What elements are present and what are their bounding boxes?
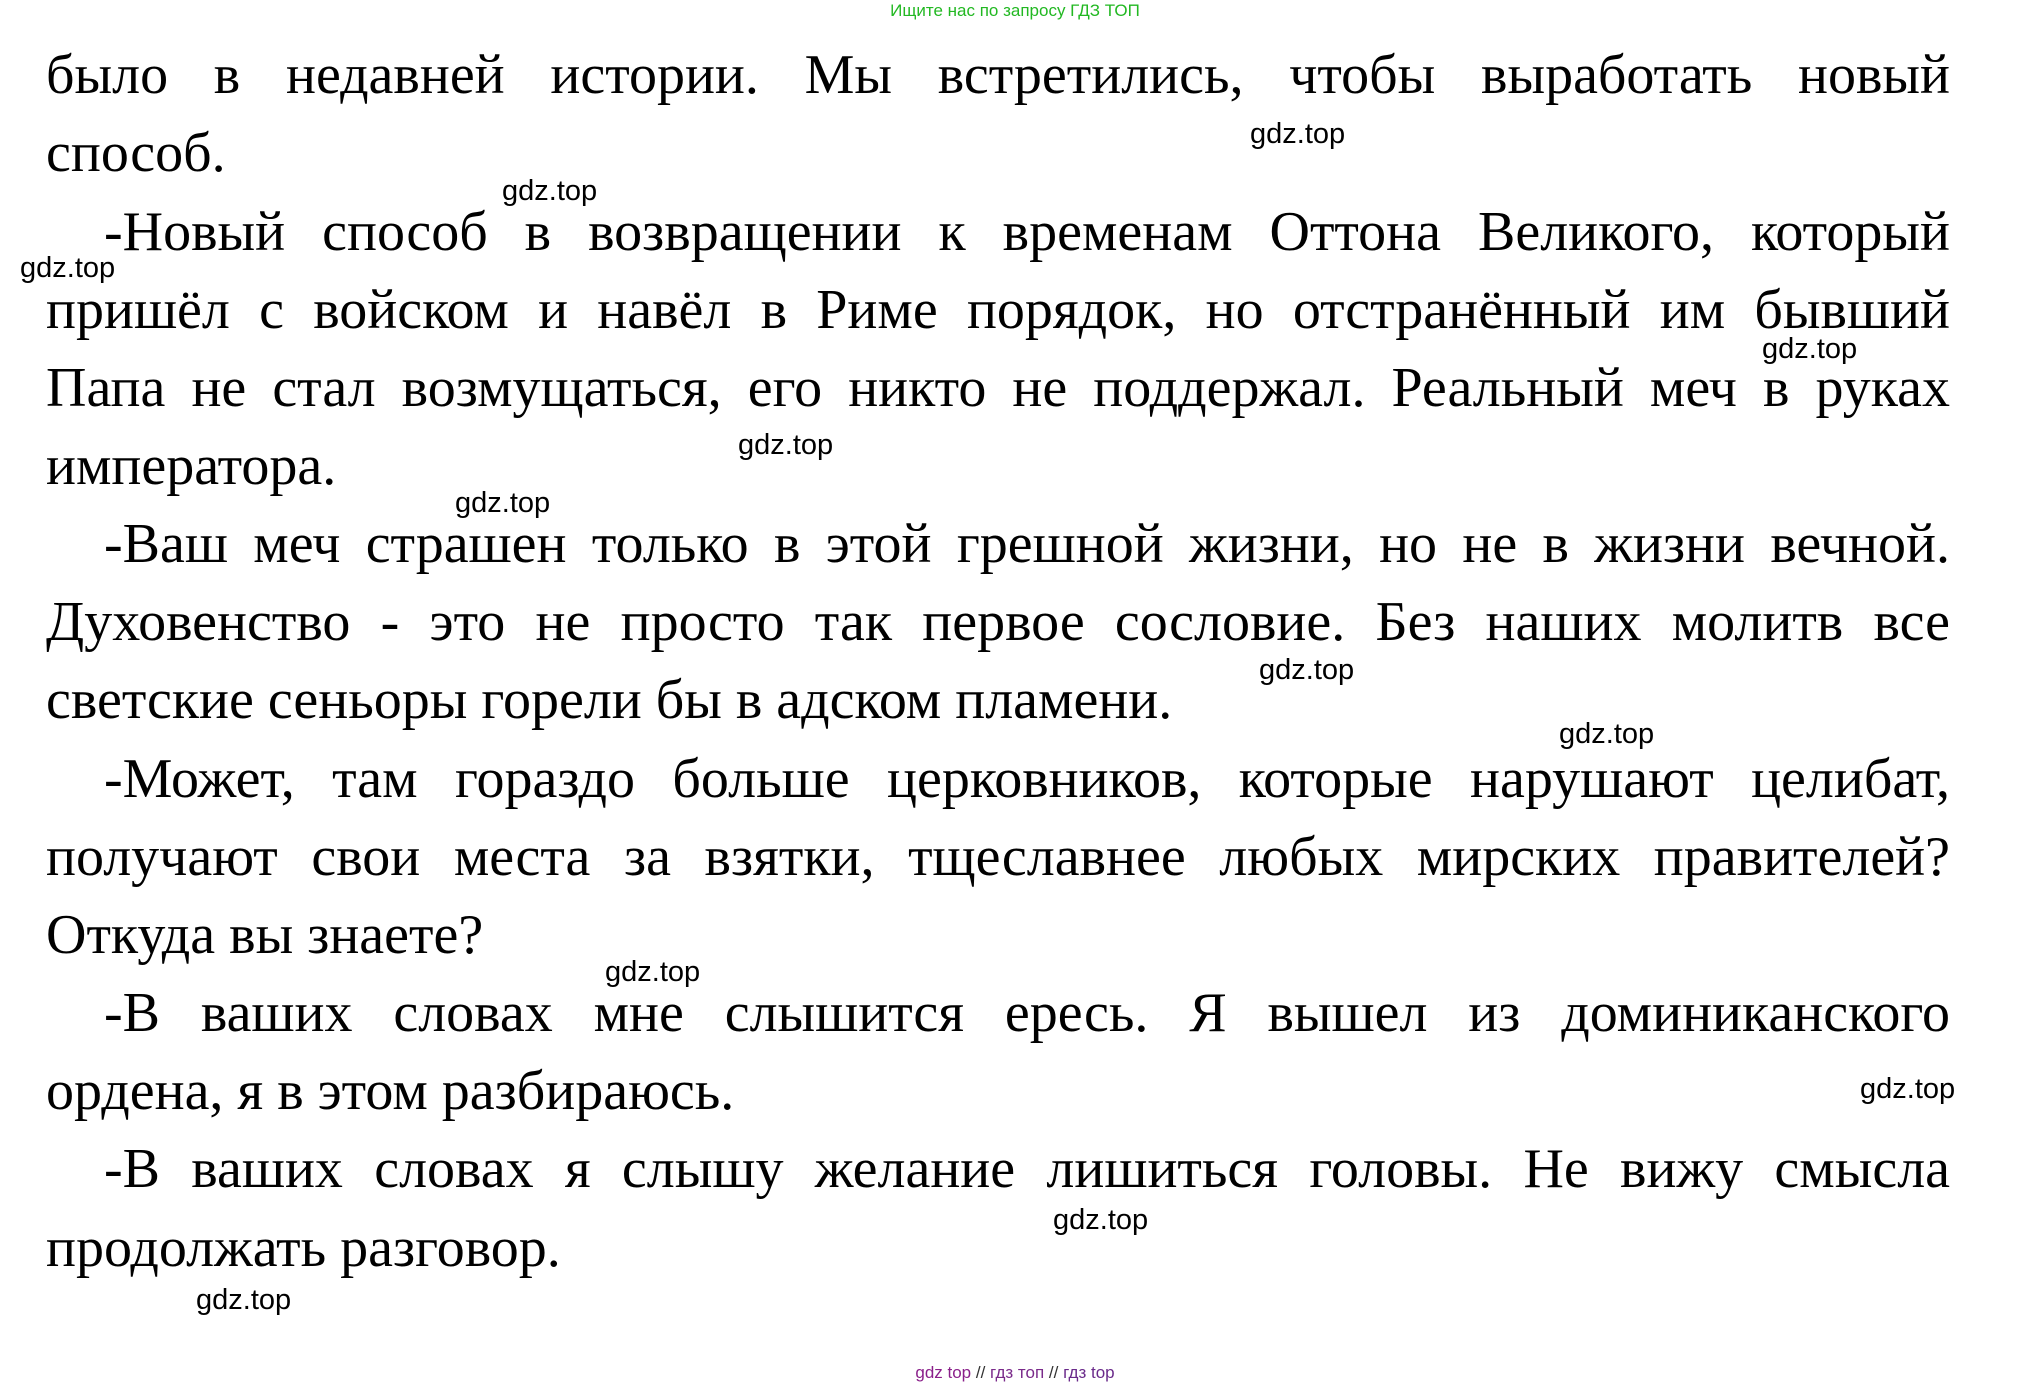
- watermark: gdz.top: [1860, 1073, 1956, 1105]
- text-line: -В ваших словах я слышу желание лишиться головы. Не вижу смысла: [104, 1138, 1950, 1200]
- text-line: способ.: [46, 122, 226, 184]
- text-line: продолжать разговор.: [46, 1217, 561, 1279]
- footer-links: [0, 1363, 2030, 1383]
- text-line: -В ваших словах мне слышится ересь. Я вышел из доминиканского: [104, 982, 1950, 1044]
- watermark: gdz.top: [455, 487, 551, 519]
- text-line: -Может, там гораздо больше церковников, которые нарушают целибат,: [104, 748, 1950, 810]
- text-line: -Новый способ в возвращении к временам Оттона Великого, который: [104, 201, 1950, 263]
- watermark: gdz.top: [1053, 1204, 1149, 1236]
- watermark: gdz.top: [20, 252, 116, 284]
- footer-link[interactable]: гдз топ: [990, 1363, 1045, 1382]
- watermark: gdz.top: [605, 956, 701, 988]
- text-line: пришёл с войском и навёл в Риме порядок, но отстранённый им бывший: [46, 279, 1950, 341]
- watermark: gdz.top: [1762, 333, 1858, 365]
- text-line: было в недавней истории. Мы встретились, чтобы выработать новый: [46, 44, 1950, 106]
- watermark: gdz.top: [196, 1284, 292, 1316]
- text-line: -Ваш меч страшен только в этой грешной жизни, но не в жизни вечной.: [104, 513, 1950, 575]
- text-line: Папа не стал возмущаться, его никто не поддержал. Реальный меч в руках: [46, 357, 1950, 419]
- watermark: gdz.top: [1259, 654, 1355, 686]
- footer-separator: //: [1048, 1363, 1059, 1382]
- top-banner: Ищите нас по запросу ГДЗ ТОП: [890, 1, 1140, 20]
- text-line: Откуда вы знаете?: [46, 904, 484, 966]
- text-line: Духовенство - это не просто так первое сословие. Без наших молитв все: [46, 591, 1950, 653]
- watermark: gdz.top: [1559, 718, 1655, 750]
- footer-link[interactable]: gdz top: [915, 1363, 972, 1382]
- text-line: ордена, я в этом разбираюсь.: [46, 1060, 735, 1122]
- footer-separator: //: [975, 1363, 986, 1382]
- text-line: светские сеньоры горели бы в адском пламени.: [46, 669, 1173, 731]
- footer-link[interactable]: гдз top: [1063, 1363, 1115, 1382]
- watermark: gdz.top: [738, 429, 834, 461]
- text-line: императора.: [46, 435, 337, 497]
- watermark: gdz.top: [1250, 118, 1346, 150]
- watermark: gdz.top: [502, 175, 598, 207]
- text-line: получают свои места за взятки, тщеславнее любых мирских правителей?: [46, 826, 1950, 888]
